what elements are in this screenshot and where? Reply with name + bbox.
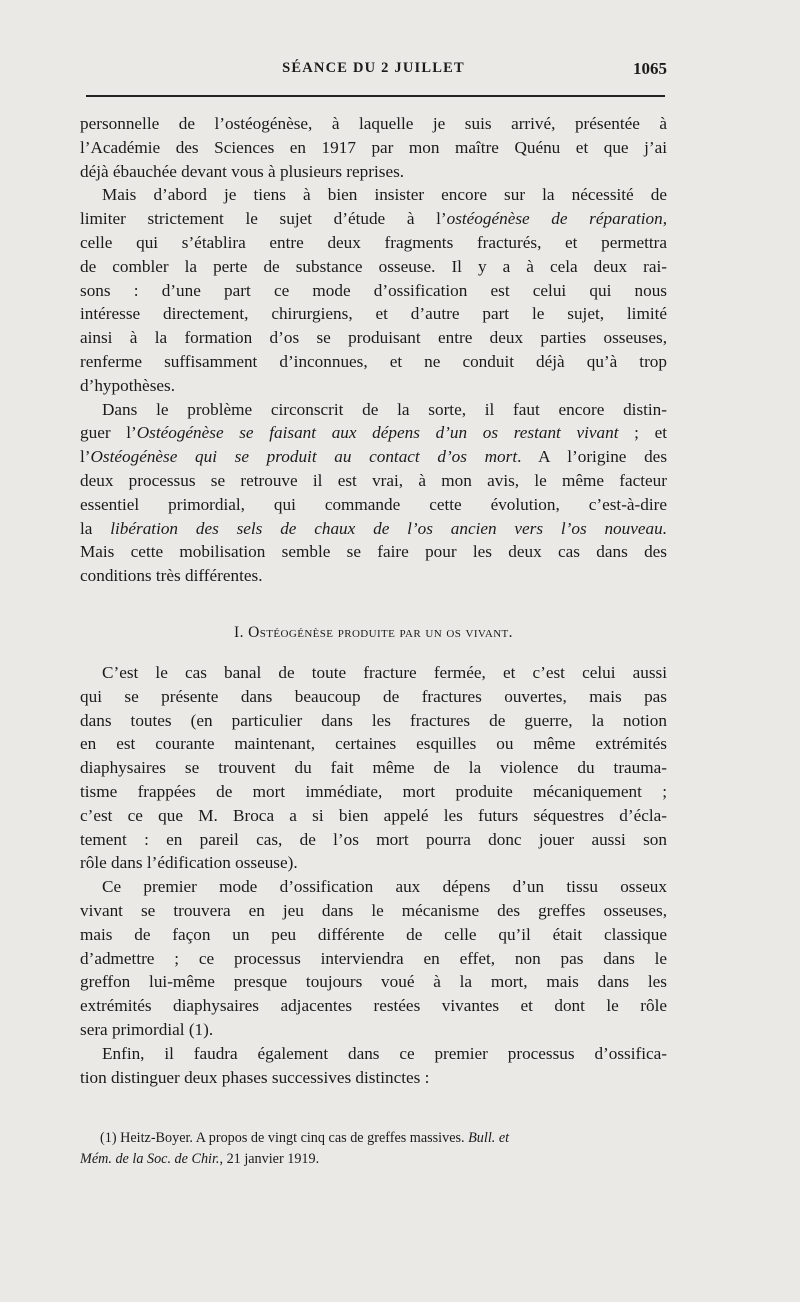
text-line: tion distinguer deux phases successives distinctes : bbox=[80, 1067, 430, 1087]
text-line: conditions très différentes. bbox=[80, 566, 263, 586]
text-line: mais de façon un peu différente de celle qu’il était classique bbox=[80, 924, 667, 944]
text-line: déjà ébauchée devant vous à plusieurs reprises. bbox=[80, 161, 405, 181]
text-line: d’admettre ; ce processus interviendra en effet, non pas dans le bbox=[80, 948, 667, 968]
italic-span: Bull. et bbox=[468, 1130, 510, 1146]
text-line: sons : d’une part ce mode d’ossification est celui qui nous bbox=[80, 280, 667, 300]
text-span: , 21 janvier 1919. bbox=[219, 1151, 320, 1167]
text-line: deux processus se retrouve il est vrai, à mon avis, le même facteur bbox=[80, 470, 667, 490]
text-line: qui se présente dans beaucoup de fractures ouvertes, mais pas bbox=[80, 686, 667, 706]
text-line bbox=[80, 445, 667, 469]
text-line: C’est le cas banal de toute fracture fermée, et c’est celui aussi bbox=[102, 663, 667, 682]
text-line: rôle dans l’édification osseuse). bbox=[80, 853, 298, 873]
text-line: l’Académie des Sciences en 1917 par mon maître Quénu et que j’ai bbox=[80, 137, 667, 157]
text-line: vivant se trouvera en jeu dans le mécanisme des greffes osseuses, bbox=[80, 900, 667, 920]
page-number: 1065 bbox=[633, 59, 667, 78]
body-text-upper bbox=[80, 112, 667, 588]
text-span: ; et bbox=[618, 423, 668, 443]
text-span: , bbox=[662, 209, 667, 229]
text-line: intéresse directement, chirurgiens, et d’autre part le sujet, limité bbox=[80, 304, 667, 324]
text-line: ainsi à la formation d’os se produisant entre deux parties osseuses, bbox=[80, 328, 667, 348]
text-line bbox=[80, 207, 667, 231]
header-rule bbox=[86, 95, 665, 97]
running-title: SÉANCE DU 2 JUILLET bbox=[282, 60, 465, 76]
italic-span: ostéogénèse de réparation bbox=[446, 209, 663, 229]
text-span: (1) Heitz-Boyer. A propos de vingt cinq cas de greffes massives. bbox=[100, 1130, 469, 1146]
text-line: essentiel primordial, qui commande cette évolution, c’est-à-dire bbox=[80, 494, 667, 514]
text-line: diaphysaires se trouvent du fait même de la violence du trauma- bbox=[80, 758, 667, 778]
section-heading: I. Ostéogénèse produite par un os vivant. bbox=[234, 624, 513, 641]
text-line: sera primordial (1). bbox=[80, 1019, 214, 1039]
text-line: tisme frappées de mort immédiate, mort produite mécaniquement ; bbox=[80, 781, 667, 801]
text-line: Dans le problème circonscrit de la sorte, il faut encore distin- bbox=[102, 399, 667, 419]
text-line: Mais cette mobilisation semble se faire pour les deux cas dans des bbox=[80, 542, 667, 562]
text-line: celle qui s’établira entre deux fragments fracturés, et permettra bbox=[80, 232, 667, 252]
text-span: limiter strictement le sujet d’étude à l’ bbox=[80, 209, 447, 229]
text-span: l’ bbox=[80, 447, 91, 467]
text-line: d’hypothèses. bbox=[80, 375, 175, 395]
text-line: Mais d’abord je tiens à bien insister encore sur la nécessité de bbox=[102, 185, 667, 205]
text-line: personnelle de l’ostéogénèse, à laquelle je suis arrivé, présentée à bbox=[80, 114, 667, 133]
text-line: en est courante maintenant, certaines esquilles ou même extrémités bbox=[80, 734, 667, 754]
text-line: dans toutes (en particulier dans les fractures de guerre, la notion bbox=[80, 710, 667, 730]
text-span: . A l’origine des bbox=[517, 447, 668, 467]
footnote-line bbox=[80, 1128, 667, 1149]
italic-span: Mém. de la Soc. de Chir. bbox=[80, 1151, 220, 1167]
italic-span: Ostéogénèse se faisant aux dépens d’un os restant vivant bbox=[136, 423, 619, 443]
text-line: c’est ce que M. Broca a si bien appelé les futurs séquestres d’écla- bbox=[80, 805, 667, 825]
text-line: tement : en pareil cas, de l’os mort pourra donc jouer aussi son bbox=[80, 829, 667, 849]
footnote-line bbox=[80, 1149, 667, 1170]
italic-span: Ostéogénèse qui se produit au contact d’os mort bbox=[90, 447, 518, 467]
footnote bbox=[80, 1128, 667, 1170]
text-line: renferme suffisamment d’inconnues, et ne conduit déjà qu’à trop bbox=[80, 351, 667, 371]
text-span: la bbox=[80, 518, 111, 538]
text-line: de combler la perte de substance osseuse. Il y a à cela deux rai- bbox=[80, 256, 667, 276]
body-text-lower bbox=[80, 661, 667, 1089]
text-span: guer l’ bbox=[80, 423, 137, 443]
running-header bbox=[80, 60, 667, 84]
text-line: extrémités diaphysaires adjacentes restées vivantes et dont le rôle bbox=[80, 996, 667, 1016]
text-line bbox=[80, 517, 667, 541]
text-line bbox=[80, 421, 667, 445]
text-line: Ce premier mode d’ossification aux dépens d’un tissu osseux bbox=[102, 877, 667, 897]
italic-span: libération des sels de chaux de l’os ancien vers l’os nouveau. bbox=[110, 518, 667, 538]
text-line: Enfin, il faudra également dans ce premier processus d’ossifica- bbox=[102, 1043, 667, 1063]
text-line: greffon lui-même presque toujours voué à la mort, mais dans les bbox=[80, 972, 667, 992]
